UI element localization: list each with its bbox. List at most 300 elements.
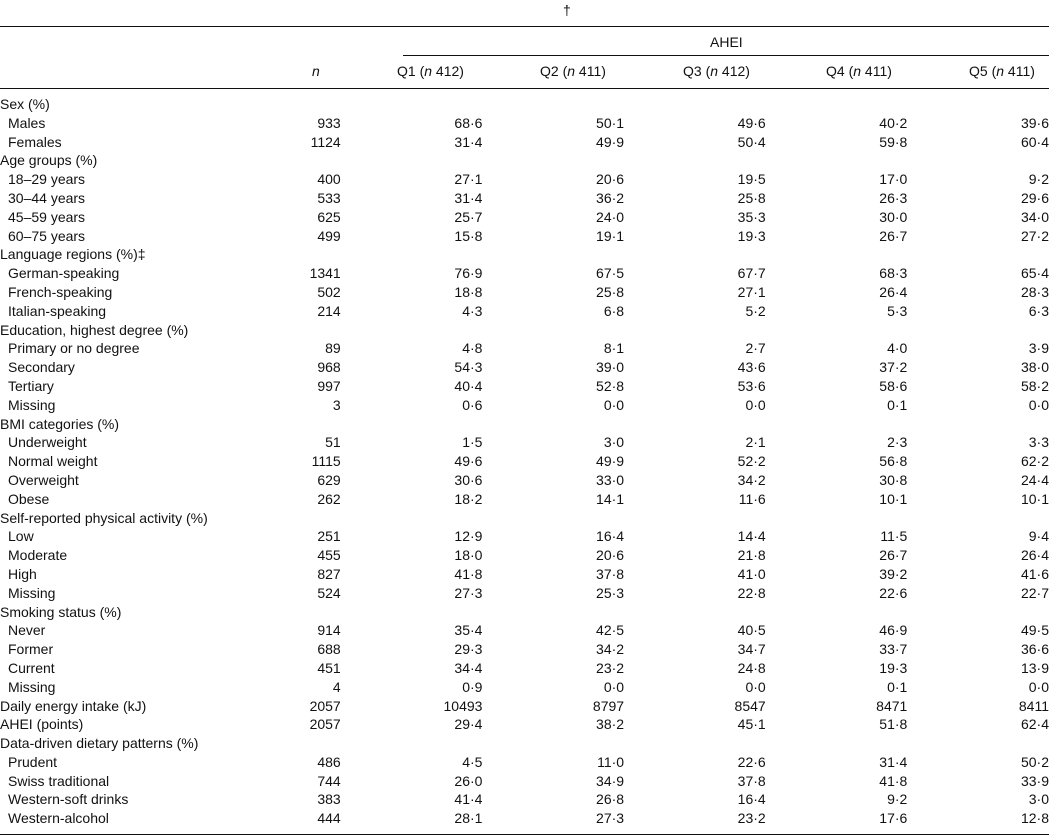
q3-cell: 22·6 [737, 753, 766, 770]
q5-cell: 3·9 [1028, 340, 1049, 357]
q1-cell: 4·8 [462, 340, 483, 357]
q1-cell: 76·9 [454, 265, 483, 282]
q1-cell [341, 245, 483, 264]
q5-cell: 12·8 [1020, 810, 1049, 827]
q3-cell [624, 151, 766, 170]
q2-cell: 38·2 [596, 716, 625, 733]
q3-cell: 0·0 [745, 678, 766, 695]
table-row [0, 715, 1049, 734]
q1-cell [341, 603, 483, 622]
table-row [0, 621, 1049, 640]
table-row [0, 753, 1049, 772]
q2-cell [482, 151, 624, 170]
q5-cell: 28·3 [1020, 283, 1049, 300]
q3-cell: 52·2 [737, 453, 766, 470]
row-label: Tertiary [8, 377, 54, 394]
n-cell: 486 [317, 753, 341, 770]
section-label: Language regions (%)‡ [0, 246, 146, 263]
n-cell: 383 [317, 791, 341, 808]
q5-cell: 0·0 [1028, 396, 1049, 413]
table-row [0, 170, 1049, 189]
q5-cell: 29·6 [1020, 189, 1049, 206]
n-cell [257, 415, 340, 434]
section-label: Education, highest degree (%) [0, 321, 189, 338]
table-row [0, 302, 1049, 321]
q5-cell: 27·2 [1020, 227, 1049, 244]
table-row [0, 114, 1049, 133]
n-cell: 3 [332, 396, 341, 413]
table-row [0, 358, 1049, 377]
q4-cell: 30·0 [879, 208, 908, 225]
q4-cell: 19·3 [879, 659, 908, 676]
q1-cell: 29·4 [454, 716, 483, 733]
row-label: Western-alcohol [8, 810, 109, 827]
row-label: Overweight [8, 471, 79, 488]
ahei-group-label: AHEI [710, 34, 743, 50]
n-cell: 262 [317, 490, 341, 507]
header-rule [0, 88, 1049, 89]
n-cell [257, 151, 340, 170]
table-row [0, 546, 1049, 565]
n-cell: 444 [317, 810, 341, 827]
q2-cell: 3·0 [603, 434, 625, 451]
section-row [0, 95, 1049, 114]
q5-cell: 10·1 [1020, 490, 1049, 507]
q2-cell: 39·0 [596, 359, 625, 376]
table-row [0, 772, 1049, 791]
q5-cell: 24·4 [1020, 471, 1049, 488]
q4-cell [766, 415, 908, 434]
q2-cell: 8797 [592, 697, 625, 714]
table-row [0, 659, 1049, 678]
row-label: Never [8, 622, 46, 639]
header-q5: Q5 (n 411) [969, 63, 1035, 79]
q1-cell: 34·4 [454, 659, 483, 676]
q3-cell: 45·1 [737, 716, 766, 733]
q3-cell: 0·0 [745, 396, 766, 413]
q2-cell [482, 603, 624, 622]
q5-cell: 6·3 [1028, 302, 1049, 319]
row-label: 60–75 years [8, 227, 86, 244]
q4-cell: 59·8 [879, 133, 908, 150]
q5-cell: 49·5 [1020, 622, 1049, 639]
q5-cell: 36·6 [1020, 641, 1049, 658]
n-cell: 914 [317, 622, 341, 639]
q3-cell: 25·8 [737, 189, 766, 206]
q1-cell: 27·3 [454, 584, 483, 601]
table-row [0, 565, 1049, 584]
q3-cell [624, 321, 766, 340]
n-cell: 51 [325, 434, 341, 451]
q2-cell: 37·8 [596, 565, 625, 582]
q2-cell [482, 95, 624, 114]
q5-cell [907, 151, 1049, 170]
q1-cell: 31·4 [454, 133, 483, 150]
q5-cell: 33·9 [1020, 772, 1049, 789]
n-cell: 499 [317, 227, 341, 244]
table-row [0, 283, 1049, 302]
q1-cell: 31·4 [454, 189, 483, 206]
n-cell [257, 734, 340, 753]
table-row [0, 227, 1049, 246]
q1-cell: 40·4 [454, 377, 483, 394]
bottom-rule [0, 834, 1049, 835]
n-cell [257, 321, 340, 340]
q4-cell: 39·2 [879, 565, 908, 582]
q3-cell: 22·8 [737, 584, 766, 601]
n-cell: 2057 [309, 697, 341, 714]
n-cell: 625 [317, 208, 341, 225]
q4-cell: 37·2 [879, 359, 908, 376]
q5-cell [907, 415, 1049, 434]
q3-cell: 40·5 [737, 622, 766, 639]
table-row [0, 339, 1049, 358]
q5-cell: 0·0 [1028, 678, 1049, 695]
q2-cell: 20·6 [596, 547, 625, 564]
section-row [0, 603, 1049, 622]
q4-cell [766, 95, 908, 114]
q5-cell: 50·2 [1020, 753, 1049, 770]
q2-cell [482, 321, 624, 340]
q2-cell: 25·3 [596, 584, 625, 601]
q2-cell: 50·1 [596, 114, 625, 131]
q3-cell: 19·5 [737, 171, 766, 188]
table-row [0, 490, 1049, 509]
q3-cell [624, 245, 766, 264]
q4-cell: 26·7 [879, 547, 908, 564]
q3-cell: 49·6 [737, 114, 766, 131]
n-cell: 744 [317, 772, 341, 789]
n-cell: 997 [317, 377, 341, 394]
table-row [0, 471, 1049, 490]
q1-cell: 4·5 [462, 753, 483, 770]
q2-cell: 67·5 [596, 265, 625, 282]
q4-cell [766, 321, 908, 340]
q5-cell: 41·6 [1020, 565, 1049, 582]
q5-cell: 38·0 [1020, 359, 1049, 376]
n-cell: 524 [317, 584, 341, 601]
q3-cell: 24·8 [737, 659, 766, 676]
header-n: n [312, 63, 320, 79]
q3-cell: 2·1 [745, 434, 766, 451]
n-cell: 251 [317, 528, 341, 545]
q4-cell: 17·0 [879, 171, 908, 188]
n-cell: 455 [317, 547, 341, 564]
n-cell: 827 [317, 565, 341, 582]
q3-cell: 50·4 [737, 133, 766, 150]
q5-cell: 8411 [1018, 697, 1049, 714]
q5-cell: 62·2 [1020, 453, 1049, 470]
q4-cell: 4·0 [887, 340, 908, 357]
q4-cell: 68·3 [879, 265, 908, 282]
q2-cell: 25·8 [596, 283, 625, 300]
q4-cell: 22·6 [879, 584, 908, 601]
n-cell [257, 245, 340, 264]
q1-cell: 18·0 [454, 547, 483, 564]
q5-cell: 3·3 [1028, 434, 1049, 451]
q2-cell: 52·8 [596, 377, 625, 394]
q2-cell: 24·0 [596, 208, 625, 225]
row-label: Missing [8, 584, 56, 601]
q1-cell: 68·6 [454, 114, 483, 131]
row-label: Former [8, 641, 54, 658]
q4-cell: 17·6 [879, 810, 908, 827]
n-cell: 1341 [309, 265, 341, 282]
q4-cell: 40·2 [879, 114, 908, 131]
q4-cell [766, 509, 908, 528]
n-cell: 2057 [309, 716, 341, 733]
row-label: AHEI (points) [0, 716, 84, 733]
q2-cell [482, 509, 624, 528]
q2-cell: 14·1 [596, 490, 625, 507]
top-rule [0, 26, 1049, 27]
row-label: Missing [8, 678, 56, 695]
q5-cell: 9·2 [1028, 171, 1049, 188]
table-body [0, 95, 1049, 828]
q1-cell: 30·6 [454, 471, 483, 488]
q4-cell: 56·8 [879, 453, 908, 470]
section-label: Data-driven dietary patterns (%) [0, 735, 199, 752]
q2-cell: 27·3 [596, 810, 625, 827]
q5-cell [907, 603, 1049, 622]
q3-cell [624, 415, 766, 434]
q1-cell: 15·8 [454, 227, 483, 244]
table-row [0, 697, 1049, 716]
q2-cell: 34·2 [596, 641, 625, 658]
q3-cell [624, 734, 766, 753]
q4-cell [766, 603, 908, 622]
q5-cell: 22·7 [1020, 584, 1049, 601]
q1-cell: 41·4 [454, 791, 483, 808]
row-label: Obese [8, 490, 50, 507]
header-q1: Q1 (n 412) [397, 63, 464, 79]
n-cell: 502 [317, 283, 341, 300]
q5-cell [907, 321, 1049, 340]
q3-cell: 41·0 [737, 565, 766, 582]
q3-cell: 8547 [734, 697, 766, 714]
q3-cell: 23·2 [737, 810, 766, 827]
q2-cell: 49·9 [596, 453, 625, 470]
q2-cell [482, 245, 624, 264]
q1-cell: 41·8 [454, 565, 483, 582]
row-label: Western-soft drinks [8, 791, 129, 808]
q2-cell [482, 734, 624, 753]
n-cell: 1124 [310, 133, 341, 150]
q4-cell [766, 245, 908, 264]
q3-cell [624, 509, 766, 528]
section-row [0, 151, 1049, 170]
row-label: Secondary [8, 359, 75, 376]
n-cell: 214 [317, 302, 341, 319]
table-row [0, 640, 1049, 659]
row-label: Missing [8, 396, 56, 413]
n-cell [257, 603, 340, 622]
q3-cell: 16·4 [737, 791, 766, 808]
q3-cell [624, 603, 766, 622]
row-label: German-speaking [8, 265, 120, 282]
q2-cell: 34·9 [596, 772, 625, 789]
table-row [0, 396, 1049, 415]
q3-cell: 11·6 [738, 490, 766, 507]
q4-cell: 9·2 [887, 791, 908, 808]
q4-cell: 2·3 [887, 434, 908, 451]
q5-cell: 65·4 [1020, 265, 1049, 282]
row-label: Primary or no degree [8, 340, 140, 357]
q1-cell: 0·6 [462, 396, 483, 413]
q3-cell: 67·7 [737, 265, 766, 282]
q4-cell: 30·8 [879, 471, 908, 488]
q3-cell: 21·8 [737, 547, 766, 564]
n-cell: 688 [317, 641, 341, 658]
q4-cell: 11·5 [880, 528, 908, 545]
table-row [0, 452, 1049, 471]
q1-cell: 26·0 [454, 772, 483, 789]
data-table [0, 95, 1049, 828]
q1-cell: 49·6 [454, 453, 483, 470]
q1-cell: 54·3 [454, 359, 483, 376]
q1-cell [341, 734, 483, 753]
q3-cell: 19·3 [737, 227, 766, 244]
q2-cell: 23·2 [596, 659, 625, 676]
q1-cell: 25·7 [454, 208, 483, 225]
q3-cell: 14·4 [737, 528, 766, 545]
q4-cell: 33·7 [879, 641, 908, 658]
row-label: Normal weight [8, 453, 98, 470]
q1-cell [341, 95, 483, 114]
q1-cell: 28·1 [454, 810, 483, 827]
table-row [0, 189, 1049, 208]
n-cell: 1115 [311, 453, 341, 470]
q2-cell: 8·1 [603, 340, 625, 357]
q4-cell [766, 734, 908, 753]
q2-cell: 26·8 [596, 791, 625, 808]
row-label: 45–59 years [8, 208, 86, 225]
table-row [0, 527, 1049, 546]
q4-cell: 8471 [876, 697, 908, 714]
q3-cell: 34·7 [737, 641, 766, 658]
q5-cell: 58·2 [1020, 377, 1049, 394]
q4-cell: 26·3 [879, 189, 908, 206]
q5-cell [907, 245, 1049, 264]
table-row [0, 809, 1049, 828]
header-q3: Q3 (n 412) [683, 63, 750, 79]
row-label: Underweight [8, 434, 87, 451]
q4-cell: 0·1 [887, 396, 908, 413]
q5-cell: 9·4 [1028, 528, 1049, 545]
row-label: Daily energy intake (kJ) [0, 697, 147, 714]
table-row [0, 433, 1049, 452]
row-label: Prudent [8, 753, 58, 770]
n-cell: 533 [317, 189, 341, 206]
q2-cell: 6·8 [603, 302, 625, 319]
q2-cell: 49·9 [596, 133, 625, 150]
q4-cell: 26·7 [879, 227, 908, 244]
q2-cell [482, 415, 624, 434]
q2-cell: 33·0 [596, 471, 625, 488]
q2-cell: 19·1 [596, 227, 625, 244]
table-row [0, 377, 1049, 396]
n-cell: 968 [317, 359, 341, 376]
table-row [0, 790, 1049, 809]
q5-cell [907, 734, 1049, 753]
q5-cell: 34·0 [1020, 208, 1049, 225]
q1-cell: 0·9 [462, 678, 483, 695]
q1-cell: 27·1 [454, 171, 483, 188]
q4-cell: 41·8 [879, 772, 908, 789]
n-cell [257, 95, 340, 114]
ahei-rule [403, 55, 1049, 56]
q3-cell: 5·2 [745, 302, 766, 319]
q1-cell: 29·3 [454, 641, 483, 658]
q4-cell: 46·9 [879, 622, 908, 639]
q4-cell: 10·1 [879, 490, 908, 507]
q5-cell: 39·6 [1020, 114, 1049, 131]
row-label: French-speaking [8, 283, 113, 300]
q3-cell: 35·3 [737, 208, 766, 225]
q4-cell: 0·1 [887, 678, 908, 695]
q1-cell: 18·2 [454, 490, 483, 507]
q2-cell: 0·0 [603, 678, 625, 695]
q1-cell: 1·5 [462, 434, 483, 451]
row-label: Low [8, 528, 34, 545]
header-q2: Q2 (n 411) [540, 63, 606, 79]
section-row [0, 321, 1049, 340]
row-label: 18–29 years [8, 171, 86, 188]
section-row [0, 734, 1049, 753]
q4-cell [766, 151, 908, 170]
row-label: Males [8, 114, 46, 131]
n-cell: 4 [332, 678, 341, 695]
row-label: Italian-speaking [8, 302, 107, 319]
q3-cell: 34·2 [737, 471, 766, 488]
q3-cell: 43·6 [737, 359, 766, 376]
q3-cell: 37·8 [737, 772, 766, 789]
section-row [0, 245, 1049, 264]
row-label: 30–44 years [8, 189, 86, 206]
q5-cell [907, 95, 1049, 114]
q1-cell: 12·9 [454, 528, 483, 545]
q4-cell: 5·3 [887, 302, 908, 319]
q5-cell: 3·0 [1028, 791, 1049, 808]
q4-cell: 31·4 [879, 753, 908, 770]
row-label: High [8, 565, 37, 582]
q5-cell: 60·4 [1020, 133, 1049, 150]
q1-cell [341, 509, 483, 528]
section-label: BMI categories (%) [0, 415, 120, 432]
q2-cell: 11·0 [597, 753, 625, 770]
n-cell [257, 509, 340, 528]
q1-cell [341, 151, 483, 170]
q2-cell: 0·0 [603, 396, 625, 413]
section-label: Smoking status (%) [0, 603, 122, 620]
section-row [0, 509, 1049, 528]
row-label: Current [8, 659, 55, 676]
q2-cell: 42·5 [596, 622, 625, 639]
section-row [0, 415, 1049, 434]
header-q4: Q4 (n 411) [826, 63, 892, 79]
table-row [0, 264, 1049, 283]
q3-cell: 53·6 [737, 377, 766, 394]
footnote-dagger: † [563, 2, 571, 18]
q5-cell [907, 509, 1049, 528]
section-label: Sex (%) [0, 96, 50, 112]
section-label: Self-reported physical activity (%) [0, 509, 208, 526]
table-row [0, 584, 1049, 603]
q1-cell [341, 321, 483, 340]
n-cell: 89 [325, 340, 341, 357]
q1-cell: 18·8 [454, 283, 483, 300]
q4-cell: 26·4 [879, 283, 908, 300]
